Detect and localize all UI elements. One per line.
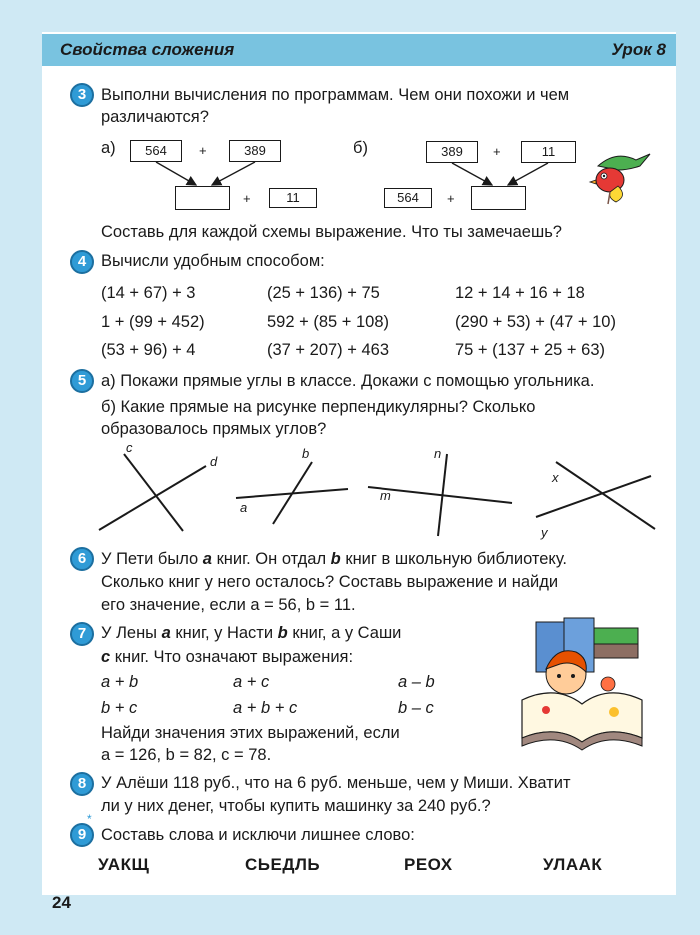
box-b-top-right: 11 bbox=[521, 141, 576, 163]
task7-expr: a + c bbox=[233, 673, 270, 691]
line-label-b: b bbox=[302, 446, 310, 461]
boy-reading-book-illustration bbox=[516, 614, 648, 754]
task7-line2: c книг. Что означают выражения: bbox=[101, 648, 354, 666]
task-number-4: 4 bbox=[70, 250, 94, 274]
box-a-bottom-right: 11 bbox=[269, 188, 317, 208]
task3-b-label: б) bbox=[353, 139, 368, 157]
page-number: 24 bbox=[52, 893, 71, 912]
task4-expr: (37 + 207) + 463 bbox=[267, 341, 390, 359]
plus-b-bottom: + bbox=[447, 191, 455, 206]
task3-line2: различаются? bbox=[101, 108, 209, 126]
line-label-a: a bbox=[240, 500, 248, 515]
line-label-d: d bbox=[210, 454, 218, 469]
task-number-7: 7 bbox=[70, 622, 94, 646]
box-b-bottom-left: 564 bbox=[384, 188, 432, 208]
line-label-c: c bbox=[126, 440, 133, 455]
line-label-n: n bbox=[434, 446, 442, 461]
task7-expr: b – c bbox=[398, 699, 434, 717]
task6-line3: его значение, если a = 56, b = 11. bbox=[101, 596, 356, 614]
task7-expr: a + b bbox=[101, 673, 139, 691]
plus-a-bottom: + bbox=[243, 191, 251, 206]
box-b-top-left: 389 bbox=[426, 141, 478, 163]
scrambled-word: СЬЕДЛЬ bbox=[245, 855, 321, 874]
task3-a-label: а) bbox=[101, 139, 116, 157]
task4-expr: (25 + 136) + 75 bbox=[267, 284, 380, 302]
task7-line3: Найди значения этих выражений, если bbox=[101, 724, 400, 742]
task5-line1: а) Покажи прямые углы в классе. Докажи с помощью угольника. bbox=[101, 372, 595, 390]
header-title: Свойства сложения bbox=[60, 40, 235, 59]
task4-expr: (290 + 53) + (47 + 10) bbox=[455, 313, 616, 331]
task8-line1: У Алёши 118 руб., что на 6 руб. меньше, чем у Миши. Хватит bbox=[101, 774, 571, 792]
task7-expr: a – b bbox=[398, 673, 435, 691]
scrambled-word: РЕОХ bbox=[404, 855, 453, 874]
task7-expr: a + b + c bbox=[233, 699, 298, 717]
lines-figure bbox=[0, 440, 700, 550]
scrambled-word: УАКЩ bbox=[98, 855, 150, 874]
bottom-margin bbox=[0, 895, 700, 935]
line-label-y: y bbox=[541, 525, 548, 540]
task6-line1: У Пети было a книг. Он отдал b книг в школьную библиотеку. bbox=[101, 550, 568, 568]
task-number-5: 5 bbox=[70, 369, 94, 393]
task4-expr: 12 + 14 + 16 + 18 bbox=[455, 284, 585, 302]
task9-line: Составь слова и исключи лишнее слово: bbox=[101, 826, 415, 844]
task5-line3: образовалось прямых углов? bbox=[101, 420, 327, 438]
task6-line2: Сколько книг у него осталось? Составь выражение и найди bbox=[101, 573, 559, 591]
bird-illustration bbox=[588, 148, 658, 208]
task4-expr: (14 + 67) + 3 bbox=[101, 284, 196, 302]
line-label-m: m bbox=[380, 488, 391, 503]
plus-b-top: + bbox=[493, 144, 501, 159]
task4-expr: 592 + (85 + 108) bbox=[267, 313, 390, 331]
box-a-top-right: 389 bbox=[229, 140, 281, 162]
scrambled-word: УЛААК bbox=[543, 855, 603, 874]
task8-line2: ли у них денег, чтобы купить машинку за 240 руб.? bbox=[101, 797, 491, 815]
task7-line1: У Лены a книг, у Насти b книг, а у Саши bbox=[101, 624, 402, 642]
task4-expr: (53 + 96) + 4 bbox=[101, 341, 196, 359]
task-number-6: 6 bbox=[70, 547, 94, 571]
line-label-x: x bbox=[552, 470, 559, 485]
task4-line: Вычисли удобным способом: bbox=[101, 252, 325, 270]
star-mark: * bbox=[87, 812, 92, 826]
box-a-top-left: 564 bbox=[130, 140, 182, 162]
task7-line4: a = 126, b = 82, c = 78. bbox=[101, 746, 272, 764]
task3-line1: Выполни вычисления по программам. Чем они похожи и чем bbox=[101, 86, 570, 104]
task7-expr: b + c bbox=[101, 699, 138, 717]
task4-expr: 75 + (137 + 25 + 63) bbox=[455, 341, 605, 359]
task-number-9: 9 bbox=[70, 823, 94, 847]
task-number-8: 8 bbox=[70, 772, 94, 796]
task-number-3: 3 bbox=[70, 83, 94, 107]
plus-a-top: + bbox=[199, 143, 207, 158]
task3-footer: Составь для каждой схемы выражение. Что ты замечаешь? bbox=[101, 223, 562, 241]
header-lesson: Урок 8 bbox=[611, 40, 666, 59]
task5-line2: б) Какие прямые на рисунке перпендикулярны? Сколько bbox=[101, 398, 536, 416]
task4-expr: 1 + (99 + 452) bbox=[101, 313, 205, 331]
